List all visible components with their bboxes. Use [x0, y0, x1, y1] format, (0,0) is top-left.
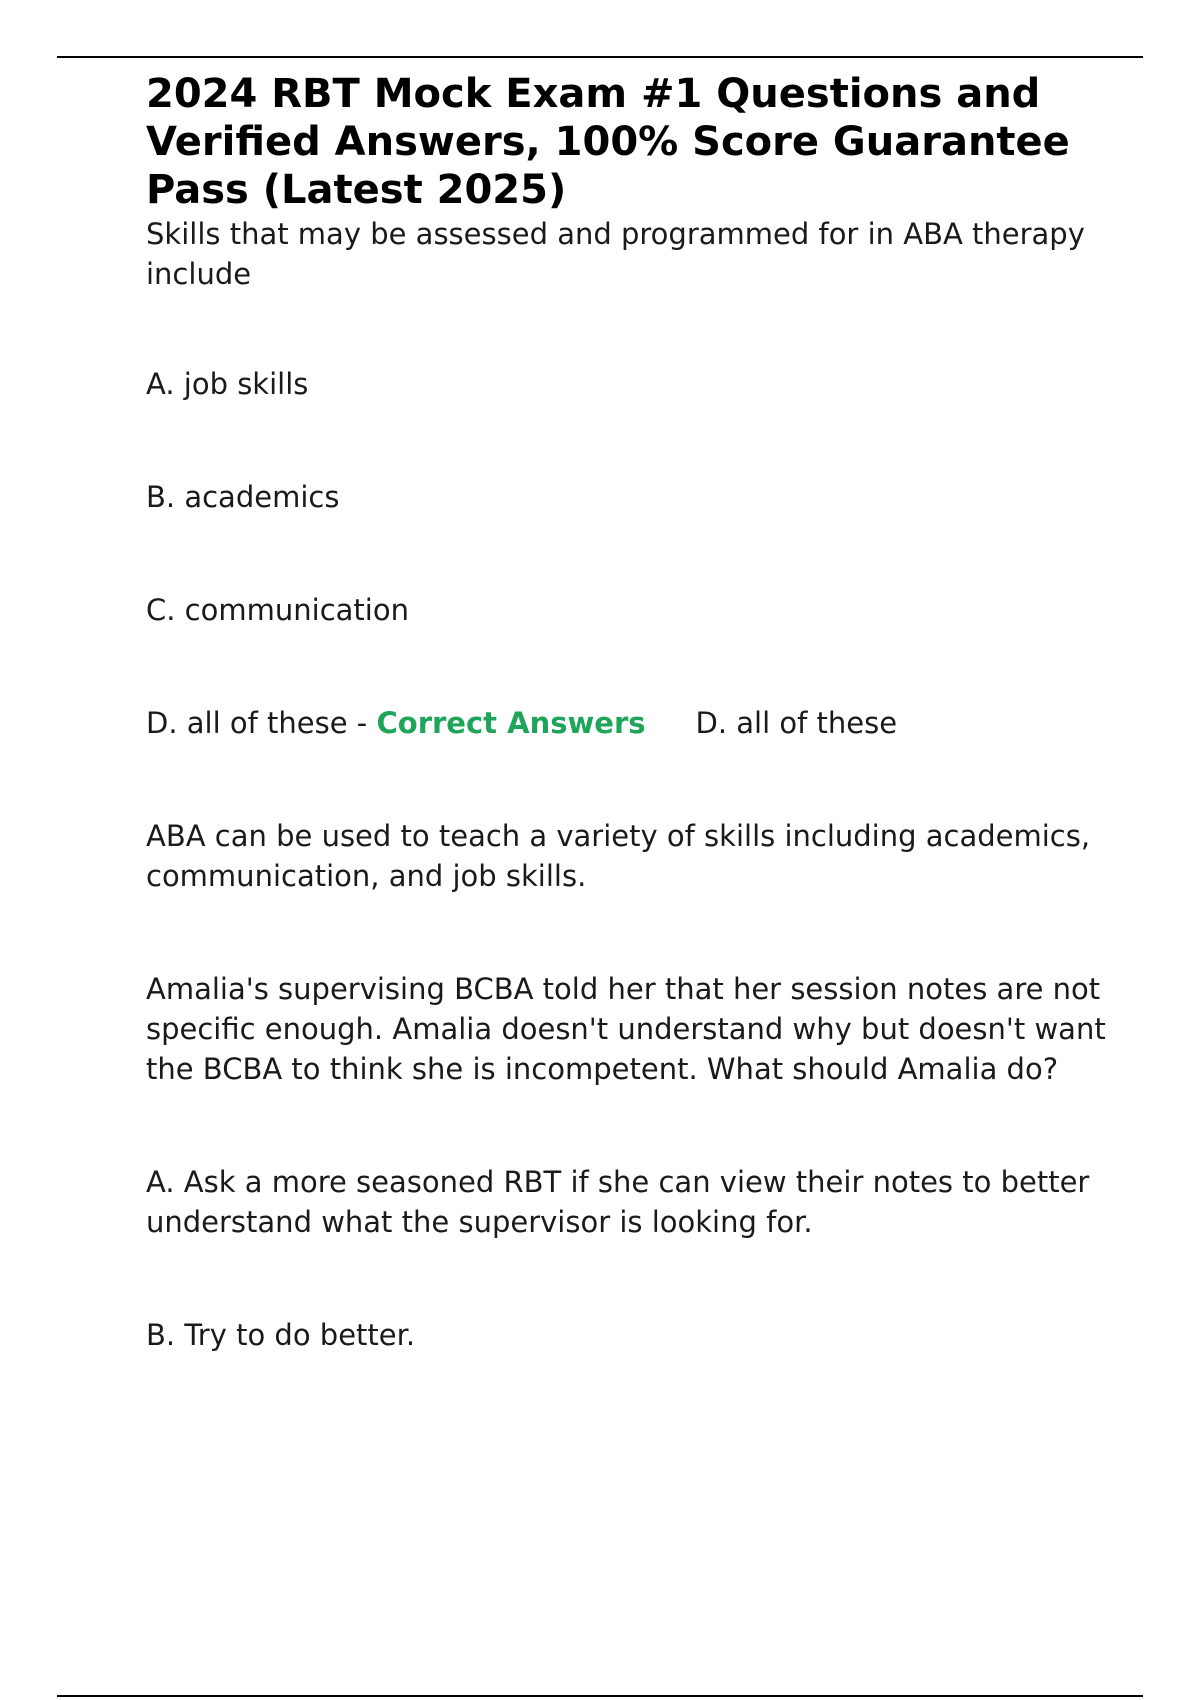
document-title: 2024 RBT Mock Exam #1 Questions and Verified Answers, 100% Score Guarantee Pass (Latest 2025)	[146, 71, 1070, 213]
question-1-option-a: A. job skills	[146, 367, 309, 401]
question-1-correct-answer: D. all of these	[695, 706, 898, 740]
question-1-explanation: ABA can be used to teach a variety of skills including academics, communication, and job skills.	[146, 819, 1091, 893]
question-1-option-d: D. all of these -	[146, 706, 377, 740]
header-rule	[57, 56, 1143, 58]
question-1-answer-line	[146, 703, 1106, 743]
question-2-option-b: B. Try to do better.	[146, 1318, 416, 1352]
correct-answers-label: Correct Answers	[376, 706, 646, 740]
question-1-prompt: Skills that may be assessed and programmed for in ABA therapy include	[146, 217, 1085, 291]
question-2-option-a: A. Ask a more seasoned RBT if she can view their notes to better understand what the supervisor is looking for.	[146, 1165, 1090, 1239]
document-body	[146, 70, 1106, 1355]
footer-rule	[57, 1695, 1143, 1697]
question-2-prompt: Amalia's supervising BCBA told her that her session notes are not specific enough. Amalia doesn't understand why but doesn't want the BCBA to think she is incompetent. What should Amalia do?	[146, 972, 1106, 1086]
question-1-option-c: C. communication	[146, 593, 409, 627]
question-1-option-b: B. academics	[146, 480, 340, 514]
